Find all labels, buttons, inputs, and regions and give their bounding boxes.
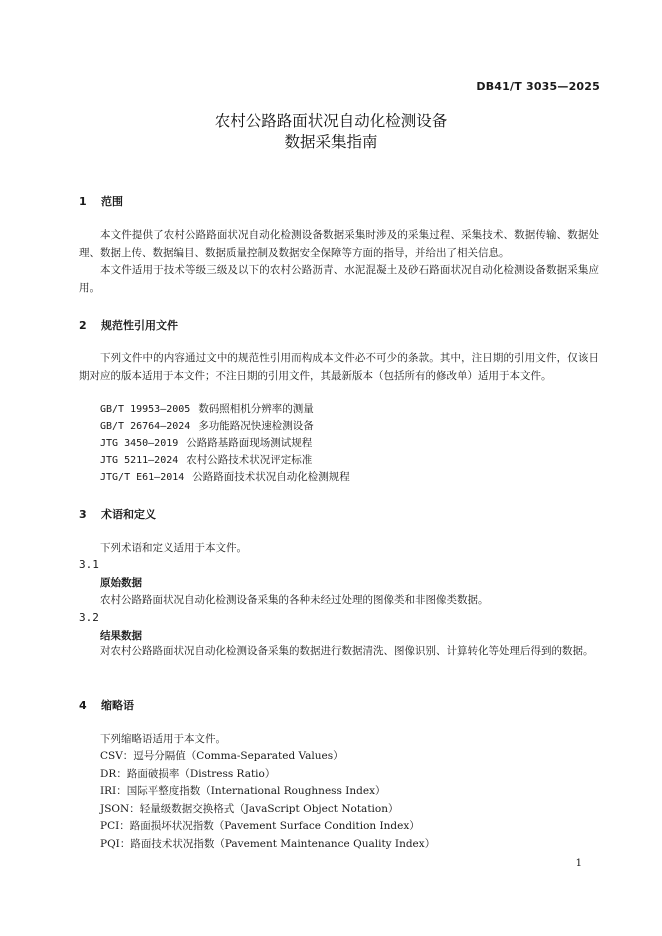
- title-line-1: 农村公路路面状况自动化检测设备: [214, 112, 448, 130]
- abbreviation-item: CSV：逗号分隔值（Comma-Separated Values）: [100, 750, 344, 762]
- reference-item: [100, 435, 312, 452]
- reference-code: JTG 3450—2019: [100, 438, 179, 449]
- section-3-heading: [79, 506, 156, 522]
- section-number: 1: [79, 195, 87, 208]
- section-2-heading: [79, 317, 178, 333]
- scope-paragraph-2: 本文件适用于技术等级三级及以下的农村公路沥青、水泥混凝土及砂石路面状况自动化检测设备数据采集应用。: [79, 264, 599, 294]
- title-line-2: 数据采集指南: [284, 133, 378, 151]
- abbreviations-intro: 下列缩略语适用于本文件。: [100, 733, 226, 745]
- reference-code: GB/T 26764—2024: [100, 421, 191, 432]
- abbreviation-item: PQI：路面技术状况指数（Pavement Maintenance Quality Index）: [100, 838, 436, 850]
- section-title: 术语和定义: [101, 508, 156, 521]
- reference-item: [100, 452, 312, 469]
- abbreviation-item: PCI：路面损坏状况指数（Pavement Surface Condition Index）: [100, 820, 420, 832]
- section-4-heading: [79, 697, 134, 713]
- section-1-heading: [79, 193, 123, 209]
- term-number: 3.2: [79, 611, 99, 624]
- reference-item: [100, 469, 350, 486]
- abbreviation-item: IRI：国际平整度指数（International Roughness Index）: [100, 785, 386, 797]
- abbreviation-item: JSON：轻量级数据交换格式（JavaScript Object Notation）: [100, 803, 399, 815]
- reference-name: 公路路面技术状况自动化检测规程: [192, 471, 350, 483]
- reference-name: 数码照相机分辨率的测量: [198, 403, 314, 415]
- term-number: 3.1: [79, 558, 99, 571]
- reference-item: [100, 401, 314, 418]
- terms-intro: 下列术语和定义适用于本文件。: [100, 542, 247, 554]
- abbreviation-item: DR：路面破损率（Distress Ratio）: [100, 768, 276, 780]
- section-title: 缩略语: [101, 699, 134, 712]
- scope-paragraph-1: 本文件提供了农村公路路面状况自动化检测设备数据采集时涉及的采集过程、采集技术、数据传输、数据处理、数据上传、数据编目、数据质量控制及数据安全保障等方面的指导，并给出了相关信息。: [79, 229, 599, 259]
- reference-item: [100, 418, 314, 435]
- document-title: [0, 111, 662, 153]
- section-title: 范围: [101, 195, 123, 208]
- section-number: 4: [79, 699, 87, 712]
- reference-code: GB/T 19953—2005: [100, 404, 191, 415]
- normative-refs-paragraph: 下列文件中的内容通过文中的规范性引用而构成本文件必不可少的条款。其中，注日期的引用文件，仅该日期对应的版本适用于本文件；不注日期的引用文件，其最新版本（包括所有的修改单）适用于本文件。: [79, 352, 599, 382]
- term-definition: 对农村公路路面状况自动化检测设备采集的数据进行数据清洗、图像识别、计算转化等处理后得到的数据。: [100, 645, 594, 657]
- section-number: 3: [79, 508, 87, 521]
- reference-name: 农村公路技术状况评定标准: [186, 454, 313, 466]
- reference-name: 多功能路况快速检测设备: [198, 420, 314, 432]
- reference-code: JTG 5211—2024: [100, 455, 179, 466]
- term-name: 结果数据: [100, 630, 142, 642]
- term-name: 原始数据: [100, 577, 142, 589]
- term-definition: 农村公路路面状况自动化检测设备采集的各种未经过处理的图像类和非图像类数据。: [100, 594, 489, 606]
- reference-name: 公路路基路面现场测试规程: [186, 437, 313, 449]
- section-title: 规范性引用文件: [101, 319, 178, 332]
- reference-code: JTG/T E61—2014: [100, 472, 185, 483]
- section-number: 2: [79, 319, 87, 332]
- standard-code: DB41/T 3035—2025: [476, 80, 600, 93]
- page-number: 1: [575, 858, 582, 869]
